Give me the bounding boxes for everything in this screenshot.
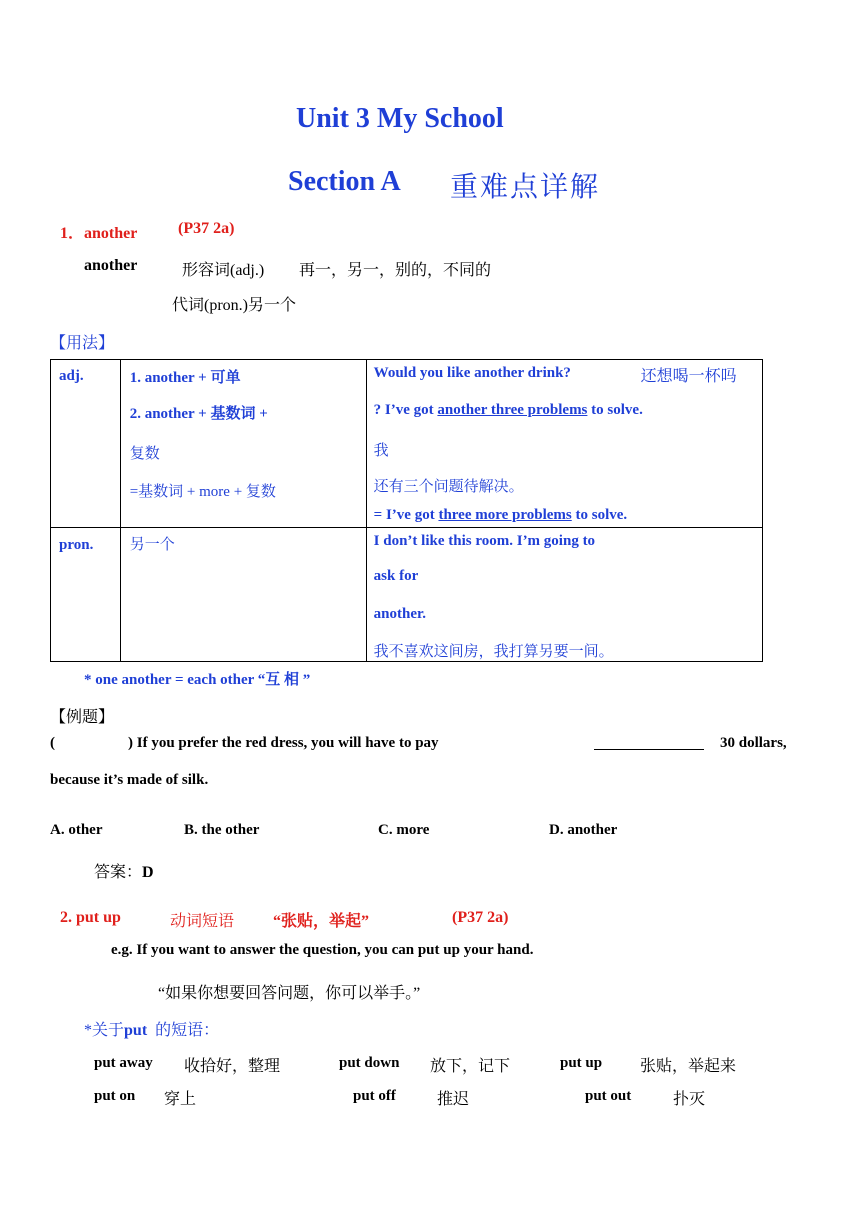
phrase-cn: 穿上 <box>164 1091 197 1108</box>
table-cell-pron-rule <box>120 528 366 662</box>
phrase-intro <box>84 1017 219 1040</box>
table-cell-adj-example <box>366 360 762 528</box>
table-cell-adj-label <box>51 360 121 528</box>
adj-rule-2: 2. another + 基数词 + <box>129 406 268 422</box>
phrase-cn: 推迟 <box>437 1091 470 1108</box>
item2-meaning: “张贴，举起” <box>273 913 370 930</box>
adj-example-4-b: to solve. <box>575 507 628 523</box>
question-open-paren: ( <box>50 735 55 751</box>
phrase-cn: 扑灭 <box>673 1091 706 1108</box>
item2-example-en: e.g. If you want to answer the question, you can put up your hand. <box>111 942 534 958</box>
pron-example-4: 我不喜欢这间房，我打算另要一间。 <box>373 644 614 660</box>
phrase-en: put down <box>339 1055 400 1071</box>
example-label: 【例题】 <box>50 709 115 726</box>
option-c: C. more <box>378 822 430 838</box>
adj-example-2-cn: 我 <box>373 443 389 459</box>
question-text-2: 30 dollars, <box>720 735 787 751</box>
phrase-cn: 收拾好，整理 <box>184 1058 281 1075</box>
phrase-en: put out <box>585 1088 632 1104</box>
adj-example-1: Would you like another drink? <box>373 365 571 381</box>
answer-value: D <box>142 864 154 881</box>
pron-line: 代词(pron.)另一个 <box>172 297 296 314</box>
adj-example-2-b: to solve. <box>591 402 643 418</box>
table-cell-pron-label <box>51 528 121 662</box>
phrase-en: put away <box>94 1055 153 1071</box>
adj-label: adj. <box>59 368 84 384</box>
page-title: Unit 3 My School <box>296 103 504 134</box>
phrase-intro-c: 的短语： <box>155 1022 220 1039</box>
adj-rule-1: 1. another + 可单 <box>129 370 241 386</box>
adj-example-2 <box>374 402 643 419</box>
phrase-cn: 放下，记下 <box>430 1058 511 1075</box>
item2-ref: (P37 2a) <box>452 909 509 926</box>
pron-example-1: I don’t like this room. I’m going to <box>373 533 596 549</box>
pron-label: pron. <box>59 537 94 553</box>
question-text-line2: because it’s made of silk. <box>50 772 209 788</box>
item1-heading: 1．another <box>60 225 138 242</box>
section-title: Section A <box>288 166 401 197</box>
adj-rule-3: 复数 <box>129 446 160 462</box>
adj-example-2-a: ? I’ve got <box>373 402 434 418</box>
answer-line <box>94 859 154 882</box>
option-d: D. another <box>549 822 618 838</box>
table-cell-adj-rule <box>120 360 366 528</box>
adj-example-4 <box>374 507 628 524</box>
note-one-another: * one another = each other “互 相 ” <box>84 672 311 688</box>
adj-example-3: 还有三个问题待解决。 <box>373 479 524 495</box>
item2-heading: 2. put up <box>60 909 121 926</box>
answer-blank[interactable] <box>594 737 704 750</box>
answer-label: 答案： <box>94 864 143 881</box>
phrase-intro-put: put <box>124 1022 148 1039</box>
adj-example-4-a: = I’ve got <box>373 507 435 523</box>
option-b: B. the other <box>184 822 260 838</box>
usage-table <box>50 359 763 662</box>
pron-rule: 另一个 <box>129 537 175 553</box>
phrase-en: put on <box>94 1088 136 1104</box>
phrase-intro-a: *关于 <box>84 1022 125 1039</box>
question-text-1: ) If you prefer the red dress, you will have to pay <box>128 735 439 751</box>
pron-example-2: ask for <box>373 568 419 584</box>
adj-pos: 形容词(adj.) <box>182 262 265 279</box>
adj-rule-4: =基数词 + more + 复数 <box>129 484 276 500</box>
phrase-cn: 张贴，举起来 <box>640 1058 737 1075</box>
adj-meaning: 再一，另一，别的，不同的 <box>299 262 492 279</box>
pron-example-3: another. <box>373 606 427 622</box>
usage-label: 【用法】 <box>50 335 115 352</box>
table-cell-pron-example <box>366 528 762 662</box>
section-title-cn: 重难点详解 <box>450 172 601 203</box>
item2-pos: 动词短语 <box>170 913 235 930</box>
item1-ref: (P37 2a) <box>178 220 235 237</box>
adj-example-1-cn: 还想喝一杯吗 <box>640 368 737 385</box>
phrase-en: put up <box>560 1055 603 1071</box>
word-another: another <box>84 257 138 274</box>
option-a: A. other <box>50 822 103 838</box>
phrase-en: put off <box>353 1088 396 1104</box>
item2-example-cn: “如果你想要回答问题，你可以举手。” <box>158 985 421 1002</box>
adj-example-2-underlined: another three problems <box>437 402 588 418</box>
adj-example-4-underlined: three more problems <box>438 507 572 523</box>
